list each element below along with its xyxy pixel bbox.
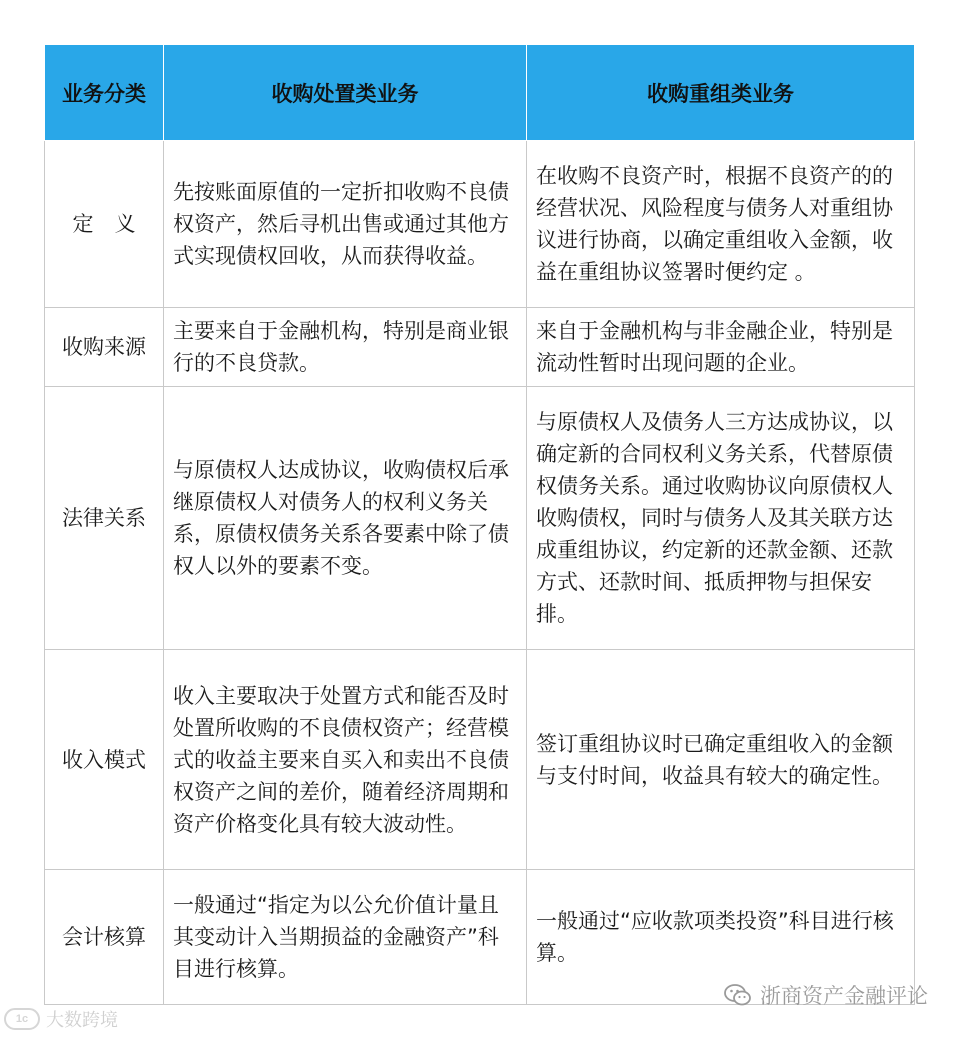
row-restructuring-cell: 与原债权人及债务人三方达成协议，以确定新的合同权利义务关系，代替原债权债务关系。通过收购协议向原债权人收购债权，同时与债务人及其关联方达成重组协议，约定新的还款金额、还款方式、还款时间、抵质押物与担保安排。 (527, 387, 915, 650)
row-disposal-cell: 收入主要取决于处置方式和能否及时处置所收购的不良债权资产；经营模式的收益主要来自买入和卖出不良债权资产之间的差价，随着经济周期和资产价格变化具有较大波动性。 (164, 650, 527, 870)
account-watermark (724, 980, 928, 1010)
row-category: 会计核算 (45, 870, 164, 1005)
row-disposal-cell: 先按账面原值的一定折扣收购不良债权资产，然后寻机出售或通过其他方式实现债权回收，从而获得收益。 (164, 141, 527, 308)
table-row (45, 387, 915, 650)
row-disposal-cell: 一般通过“指定为以公允价值计量且其变动计入当期损益的金融资产”科目进行核算。 (164, 870, 527, 1005)
watermark-logo: 1c (4, 1008, 40, 1030)
row-restructuring-cell: 一般通过“应收款项类投资”科目进行核算。 (527, 870, 915, 1005)
table-row (45, 650, 915, 870)
table-row (45, 141, 915, 308)
header-restructuring: 收购重组类业务 (527, 45, 915, 141)
row-category: 定 义 (45, 141, 164, 308)
table-row (45, 308, 915, 387)
watermark-source-text: 大数跨境 (46, 1010, 118, 1030)
row-category: 收入模式 (45, 650, 164, 870)
source-watermark (4, 1006, 118, 1032)
row-restructuring-cell: 签订重组协议时已确定重组收入的金额与支付时间，收益具有较大的确定性。 (527, 650, 915, 870)
watermark-account-text: 浙商资产金融评论 (760, 985, 928, 1008)
comparison-table (44, 44, 915, 1005)
header-category: 业务分类 (45, 45, 164, 141)
row-disposal-cell: 主要来自于金融机构，特别是商业银行的不良贷款。 (164, 308, 527, 387)
comparison-table-wrapper (44, 44, 914, 1005)
row-restructuring-cell: 来自于金融机构与非金融企业，特别是流动性暂时出现问题的企业。 (527, 308, 915, 387)
header-disposal: 收购处置类业务 (164, 45, 527, 141)
row-category: 法律关系 (45, 387, 164, 650)
row-category: 收购来源 (45, 308, 164, 387)
table-header-row (45, 45, 915, 141)
wechat-icon (724, 983, 752, 1007)
row-restructuring-cell: 在收购不良资产时，根据不良资产的的经营状况、风险程度与债务人对重组协议进行协商，以确定重组收入金额，收益在重组协议签署时便约定 。 (527, 141, 915, 308)
row-disposal-cell: 与原债权人达成协议，收购债权后承继原债权人对债务人的权利义务关系，原债权债务关系各要素中除了债权人以外的要素不变。 (164, 387, 527, 650)
